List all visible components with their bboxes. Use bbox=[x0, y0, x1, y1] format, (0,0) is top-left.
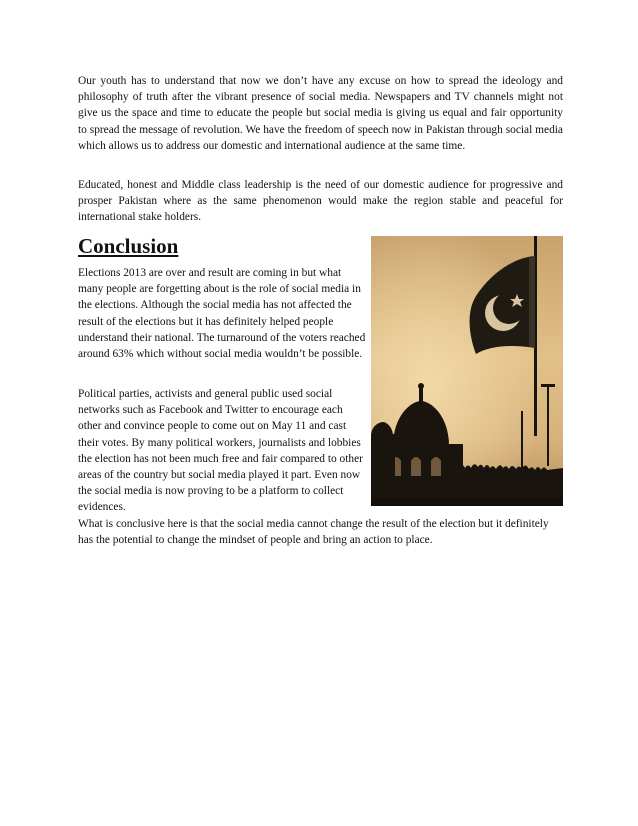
conclusion-heading: Conclusion bbox=[78, 234, 179, 258]
flag-silhouette-image bbox=[371, 236, 563, 506]
intro-paragraph: Our youth has to understand that now we don’t have any excuse on how to spread the ideology and philosophy of truth after the vibrant presence of social media. Newspapers and TV channels might not give us the space and time to educate the people but social media is giving us equal and fair opportunity to spread the message of revolution. We have the freedom of speech now in Pakistan through social media which allows us to address our domestic and international audience at the same time. bbox=[78, 75, 563, 152]
conclusion-closing-paragraph: What is conclusive here is that the social media cannot change the result of the election but it definitely has the potential to change the mindset of people and bring an action to place. bbox=[78, 518, 549, 547]
pakistan-flag-photo bbox=[371, 236, 563, 506]
ground bbox=[371, 498, 563, 506]
dome-finial-ball bbox=[418, 383, 424, 389]
small-building bbox=[371, 434, 395, 506]
crescent-inner bbox=[493, 292, 525, 324]
flag-strip bbox=[529, 256, 535, 348]
conclusion-paragraph-elections: Elections 2013 are over and result are coming in but what many people are forgetting about is the role of social media in the elections. Although the social media has not affected the result of the elections but it has definitely helped people understand their national. The turnaround of the voters reached around 63% which without social media wouldn’t be possible. bbox=[78, 267, 366, 361]
conclusion-paragraph-political-parties: Political parties, activists and general public used social networks such as Facebook and Twitter to encourage each other and convince people to come out on May 11 and cast their votes. By many political workers, journalists and lobbies the election has not been much free and fair compared to other areas of the country but social media played it part. Even now the social media is now proving to be a platform to collect evidences. bbox=[78, 388, 363, 514]
lamp-post bbox=[547, 386, 549, 466]
lamp-head bbox=[541, 384, 555, 387]
leadership-paragraph: Educated, honest and Middle class leadership is the need of our domestic audience for progressive and prosper Pakistan where as the same phenomenon would make the region stable and peaceful for international stake holders. bbox=[78, 179, 563, 224]
arch-window-3 bbox=[431, 457, 441, 476]
arch-window-2 bbox=[411, 457, 421, 476]
lamp-post-2 bbox=[521, 411, 523, 471]
